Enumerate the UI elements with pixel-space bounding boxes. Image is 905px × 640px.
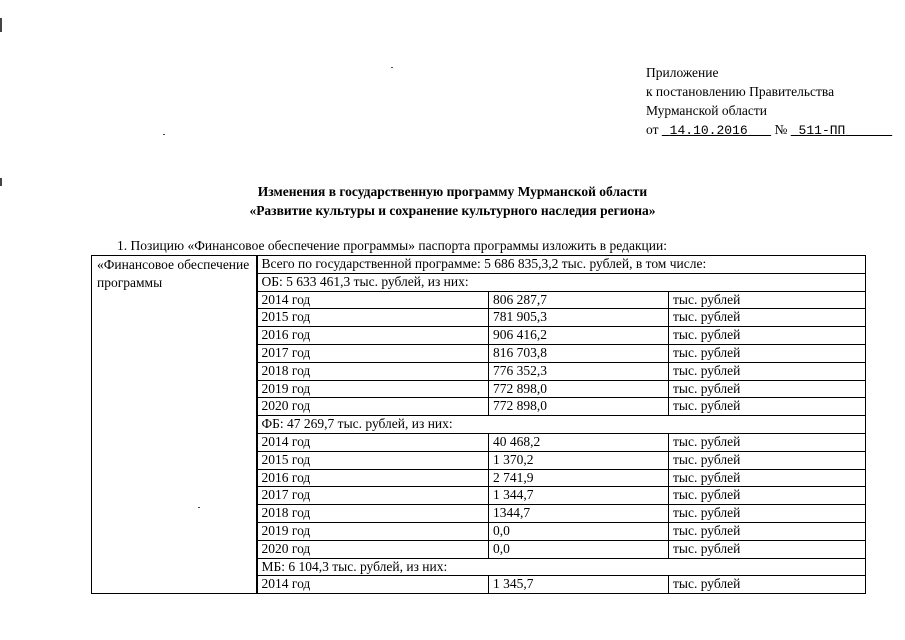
unit-cell: тыс. рублей — [669, 433, 866, 451]
section-header: ОБ: 5 633 461,3 тыс. рублей, из них: — [257, 273, 866, 291]
unit-cell: тыс. рублей — [669, 398, 866, 416]
section-header: МБ: 6 104,3 тыс. рублей, из них: — [257, 558, 866, 576]
unit-cell: тыс. рублей — [669, 309, 866, 327]
value-cell: 781 905,3 — [489, 309, 669, 327]
year-cell: 2018 год — [257, 505, 489, 523]
financing-table — [91, 255, 866, 594]
unit-cell: тыс. рублей — [669, 451, 866, 469]
value-cell: 1 344,7 — [489, 487, 669, 505]
unit-cell: тыс. рублей — [669, 487, 866, 505]
value-cell: 0,0 — [489, 522, 669, 540]
annex-line: Приложение — [646, 65, 719, 80]
year-cell: 2018 год — [257, 362, 489, 380]
year-cell: 2014 год — [257, 291, 489, 309]
unit-cell: тыс. рублей — [669, 505, 866, 523]
annex-line: Мурманской области — [646, 103, 767, 118]
annex-line: к постановлению Правительства — [646, 84, 835, 99]
decree-number: 511-ПП — [798, 123, 846, 138]
value-cell: 772 898,0 — [489, 380, 669, 398]
year-cell: 2016 год — [257, 469, 489, 487]
scan-speck — [163, 134, 165, 135]
annex-date-line — [646, 120, 892, 140]
unit-cell: тыс. рублей — [669, 291, 866, 309]
total-cell: Всего по государственной программе: 5 686 835,3,2 тыс. рублей, в том числе: — [257, 256, 866, 274]
unit-cell: тыс. рублей — [669, 327, 866, 345]
unit-cell: тыс. рублей — [669, 540, 866, 558]
program-label: «Финансовое обеспечение программы — [92, 256, 257, 594]
value-cell: 2 741,9 — [489, 469, 669, 487]
total-row — [92, 256, 866, 274]
unit-cell: тыс. рублей — [669, 469, 866, 487]
year-cell: 2015 год — [257, 451, 489, 469]
year-cell: 2014 год — [257, 576, 489, 594]
value-cell: 1344,7 — [489, 505, 669, 523]
value-cell: 1 345,7 — [489, 576, 669, 594]
unit-cell: тыс. рублей — [669, 344, 866, 362]
number-prefix: № — [774, 122, 788, 137]
value-cell: 816 703,8 — [489, 344, 669, 362]
date-prefix: от — [646, 122, 659, 137]
unit-cell: тыс. рублей — [669, 362, 866, 380]
value-cell: 776 352,3 — [489, 362, 669, 380]
year-cell: 2020 год — [257, 398, 489, 416]
value-cell: 1 370,2 — [489, 451, 669, 469]
unit-cell: тыс. рублей — [669, 380, 866, 398]
year-cell: 2017 год — [257, 344, 489, 362]
year-cell: 2016 год — [257, 327, 489, 345]
decree-date: 14.10.2016 — [669, 123, 748, 138]
document-title: Изменения в государственную программу Мурманской области — [257, 184, 648, 199]
year-cell: 2017 год — [257, 487, 489, 505]
year-cell: 2020 год — [257, 540, 489, 558]
year-cell: 2019 год — [257, 522, 489, 540]
year-cell: 2014 год — [257, 433, 489, 451]
value-cell: 0,0 — [489, 540, 669, 558]
unit-cell: тыс. рублей — [669, 522, 866, 540]
scan-speck — [391, 67, 393, 68]
year-cell: 2015 год — [257, 309, 489, 327]
value-cell: 906 416,2 — [489, 327, 669, 345]
document-subtitle: «Развитие культуры и сохранение культурного наследия региона» — [249, 203, 656, 218]
value-cell: 40 468,2 — [489, 433, 669, 451]
unit-cell: тыс. рублей — [669, 576, 866, 594]
value-cell: 806 287,7 — [489, 291, 669, 309]
scan-speck — [0, 18, 2, 32]
value-cell: 772 898,0 — [489, 398, 669, 416]
section-header: ФБ: 47 269,7 тыс. рублей, из них: — [257, 416, 866, 434]
intro-paragraph: 1. Позицию «Финансовое обеспечение программы» паспорта программы изложить в редакции: — [117, 238, 667, 253]
annex-block — [646, 63, 892, 140]
year-cell: 2019 год — [257, 380, 489, 398]
